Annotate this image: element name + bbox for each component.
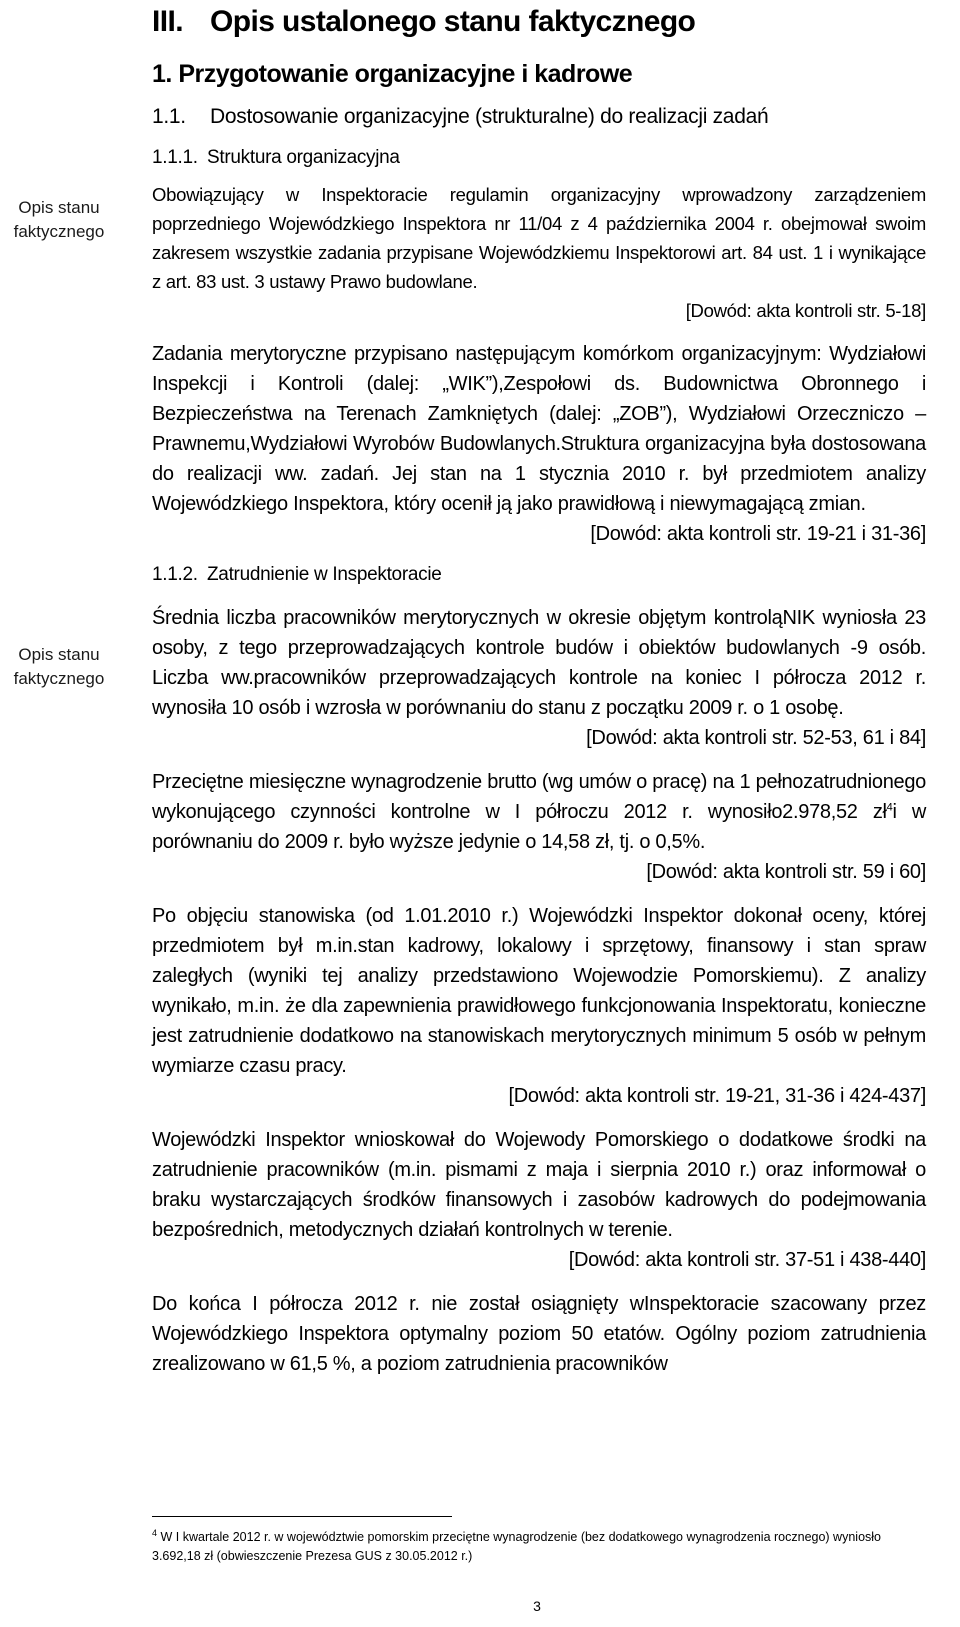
paragraph-staff-count: Średnia liczba pracowników merytorycznych w okresie objętym kontroląNIK wyniosła 23 osoby, z tego przeprowadzających kontrole budów i obiektów budowlanych -9 osób. Liczba ww.pracowników przeprowadzających kontrole na koniec I półrocza 2012 r. wynosiła 10 osób i wzrosła w porównaniu do stanu z początku 2009 r. o 1 osobę. [152, 607, 926, 719]
heading-section-text: Opis ustalonego stanu faktycznego [210, 5, 696, 38]
margin-note-2: Opis stanu faktycznego [13, 645, 105, 688]
heading-chapter-number: 1. [152, 60, 172, 88]
heading-employment-number: 1.1.2. [152, 564, 198, 585]
salary-text-end: i w porównaniu do 2009 r. było wyższe jedynie o 14,58 zł, tj. o 0,5%. [152, 801, 926, 853]
evidence-reference-3: [Dowód: akta kontroli str. 52-53, 61 i 84] [586, 727, 926, 749]
footnote-text: W I kwartale 2012 r. w województwie pomorskim przeciętne wynagrodzenie (bez dodatkowego wynagrodzenia rocznego) wyniosło 3.692,18 zł (obwieszczenie Prezesa GUS z 30.05.2012 r.) [152, 1530, 881, 1564]
heading-subchapter-text: Dostosowanie organizacyjne (strukturalne) do realizacji zadań [210, 105, 769, 128]
paragraph-tasks: Zadania merytoryczne przypisano następującym komórkom organizacyjnym: Wydziałowi Inspekcji i Kontroli (dalej: „WIK”),Zespołowi ds. Budownictwa Obronnego i Bezpieczeństwa na Terenach Zamkniętych (dalej: „ZOB”), Wydziałowi Orzeczniczo – Prawnemu,Wydziałowi Wyrobów Budowlanych.Struktura organizacyjna była dostosowana do realizacji ww. zadań. Jej stan na 1 stycznia 2010 r. był przedmiotem analizy Wojewódzkiego Inspektora, który ocenił ją jako prawidłową i niewymagającą zmian. [152, 343, 926, 515]
evidence-reference-2: [Dowód: akta kontroli str. 19-21 i 31-36] [590, 523, 926, 545]
evidence-reference-4: [Dowód: akta kontroli str. 59 i 60] [646, 861, 926, 883]
heading-section-number: III. [152, 5, 183, 38]
heading-structure-text: Struktura organizacyjna [207, 147, 400, 168]
evidence-reference-5: [Dowód: akta kontroli str. 19-21, 31-36 i 424-437] [508, 1085, 926, 1107]
footnote [152, 1524, 926, 1566]
paragraph-staffing-level: Do końca I półrocza 2012 r. nie został osiągnięty wInspektoracie szacowany przez Wojewódzkiego Inspektora optymalny poziom 50 etatów. Ogólny poziom zatrudnienia zrealizowano w 61,5 %, a poziom zatrudnienia pracowników [152, 1293, 926, 1375]
evidence-reference-1: [Dowód: akta kontroli str. 5-18] [685, 300, 926, 321]
heading-subchapter [152, 102, 926, 132]
heading-structure-number: 1.1.1. [152, 147, 198, 168]
heading-section [152, 4, 926, 40]
paragraph-assessment: Po objęciu stanowiska (od 1.01.2010 r.) Wojewódzki Inspektor dokonał oceny, której przedmiotem był m.in.stan kadrowy, lokalowy i sprzętowy, finansowy i stan spraw zaległych (wyniki tej analizy przedstawiono Wojewodzie Pomorskiemu). Z analizy wynikało, m.in. że dla zapewnienia prawidłowego funkcjonowania Inspektoratu, konieczne jest zatrudnienie dodatkowo na stanowiskach merytorycznych minimum 5 osób w pełnym wymiarze czasu pracy. [152, 905, 926, 1077]
salary-text-start: Przeciętne miesięczne wynagrodzenie brutto (wg umów o pracę) na 1 pełnozatrudnionego wykonującego czynności kontrolne w I półroczu 2012 r. wynosiło2.978,52 zł [152, 771, 926, 823]
heading-employment [152, 561, 926, 589]
paragraph-salary [152, 767, 926, 857]
page-number: 3 [533, 1598, 541, 1614]
footnote-separator [152, 1516, 452, 1517]
margin-note-1: Opis stanu faktycznego [13, 198, 105, 241]
evidence-reference-6: [Dowód: akta kontroli str. 37-51 i 438-440] [568, 1249, 926, 1271]
heading-employment-text: Zatrudnienie w Inspektoracie [207, 564, 442, 585]
paragraph-regulations: Obowiązujący w Inspektoracie regulamin organizacyjny wprowadzony zarządzeniem poprzedniego Wojewódzkiego Inspektora nr 11/04 z 4 października 2004 r. obejmował swoim zakresem wszystkie zadania przypisane Wojewódzkiemu Inspektorowi art. 84 ust. 1 i wynikające z art. 83 ust. 3 ustawy Prawo budowlane. [152, 184, 926, 292]
footnote-marker: 4 [886, 801, 893, 814]
heading-structure [152, 144, 926, 172]
heading-chapter [152, 58, 926, 90]
footnote-number: 4 [152, 1528, 158, 1538]
main-content [152, 0, 926, 1379]
heading-subchapter-number: 1.1. [152, 105, 186, 128]
paragraph-funding-request: Wojewódzki Inspektor wnioskował do Wojewody Pomorskiego o dodatkowe środki na zatrudnienie pracowników (m.in. pismami z maja i sierpnia 2010 r.) oraz informował o braku wystarczających środków finansowych i zasobów kadrowych do podejmowania bezpośrednich, metodycznych działań kontrolnych w terenie. [152, 1129, 926, 1241]
heading-chapter-text: Przygotowanie organizacyjne i kadrowe [178, 60, 633, 88]
